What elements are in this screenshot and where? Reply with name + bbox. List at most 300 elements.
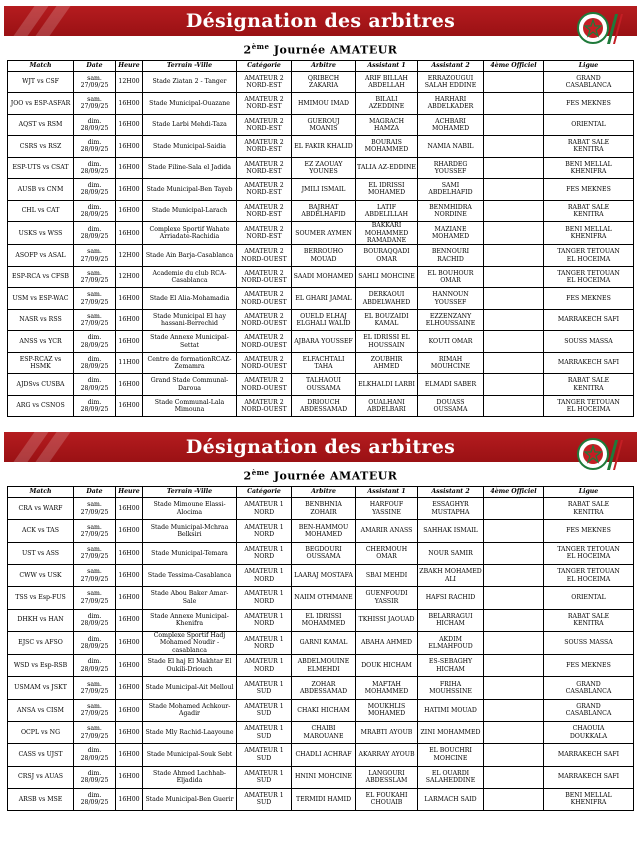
cell-assistant-2: ACHBARI MOHAMED	[418, 114, 484, 136]
cell-time: 12H00	[116, 266, 143, 288]
cell-time: 16H00	[116, 309, 143, 331]
cell-fourth-official	[484, 71, 544, 93]
cell-category: AMATEUR 2 NORD-EST	[237, 71, 292, 93]
cell-venue: Stade Ain Barja-Casablanca	[143, 245, 237, 267]
cell-category: AMATEUR 1 SUD	[237, 677, 292, 699]
cell-assistant-2: BENNOURI RACHID	[418, 245, 484, 267]
header-category: Catégorie	[237, 487, 292, 498]
cell-category: AMATEUR 2 NORD-EST	[237, 157, 292, 179]
banner-title: Désignation des arbitres	[185, 436, 456, 459]
cell-category: AMATEUR 2 NORD-OUEST	[237, 245, 292, 267]
cell-category: AMATEUR 2 NORD-OUEST	[237, 309, 292, 331]
cell-time: 16H00	[116, 114, 143, 136]
cell-match: CHL vs CAT	[8, 200, 74, 222]
cell-league: RABAT SALE KENITRA	[544, 609, 634, 631]
header-category: Catégorie	[237, 60, 292, 71]
cell-time: 16H00	[116, 222, 143, 245]
cell-assistant-2: KOUTI OMAR	[418, 331, 484, 353]
cell-venue: Stade Municipal-Saidia	[143, 136, 237, 158]
cell-assistant-2: BELARRAGUI HICHAM	[418, 609, 484, 631]
cell-category: AMATEUR 1 NORD	[237, 631, 292, 654]
cell-venue: Stade Filine-Sala el Jadida	[143, 157, 237, 179]
cell-category: AMATEUR 1 NORD	[237, 655, 292, 677]
cell-date: dim. 28/09/25	[74, 766, 116, 788]
cell-match: ACK vs TAS	[8, 520, 74, 542]
cell-date: sam. 27/09/25	[74, 564, 116, 586]
cell-league: FES MEKNES	[544, 655, 634, 677]
designation-table	[7, 486, 634, 811]
cell-fourth-official	[484, 331, 544, 353]
cell-time: 12H00	[116, 71, 143, 93]
journee-sup: ème	[251, 468, 270, 478]
section-gap	[0, 417, 641, 432]
cell-category: AMATEUR 1 NORD	[237, 564, 292, 586]
cell-match: ESP-UTS vs CSAT	[8, 157, 74, 179]
table-row	[8, 309, 634, 331]
cell-assistant-2: ZINI MOHAMMED	[418, 721, 484, 743]
cell-referee: EZ ZAOUAY YOUNES	[292, 157, 356, 179]
cell-venue: Stade Abou Baker Amar-Sale	[143, 587, 237, 609]
cell-date: dim. 28/09/25	[74, 631, 116, 654]
cell-assistant-2: MAZIANE MOHAMED	[418, 222, 484, 245]
cell-match: CWW vs USK	[8, 564, 74, 586]
cell-league: TANGER TETOUAN EL HOCEIMA	[544, 395, 634, 417]
cell-category: AMATEUR 1 NORD	[237, 498, 292, 520]
cell-fourth-official	[484, 721, 544, 743]
cell-fourth-official	[484, 245, 544, 267]
cell-venue: Stade Municipal-Ouazane	[143, 93, 237, 115]
cell-date: dim. 28/09/25	[74, 331, 116, 353]
cell-assistant-2: NOUR SAMIR	[418, 542, 484, 564]
header-match: Match	[8, 487, 74, 498]
cell-referee: ABDELMOUINE ELMEHDI	[292, 655, 356, 677]
cell-fourth-official	[484, 699, 544, 721]
cell-venue: Stade Municipal-Ben Tayeb	[143, 179, 237, 201]
cell-referee: AJBARA YOUSSEF	[292, 331, 356, 353]
cell-league: BENI MELLAL KHENIFRA	[544, 222, 634, 245]
table-row	[8, 766, 634, 788]
cell-date: sam. 27/09/25	[74, 498, 116, 520]
cell-date: sam. 27/09/25	[74, 542, 116, 564]
cell-date: dim. 28/09/25	[74, 788, 116, 810]
cell-match: WJT vs CSF	[8, 71, 74, 93]
cell-match: DHKH vs HAN	[8, 609, 74, 631]
table-row	[8, 498, 634, 520]
cell-category: AMATEUR 2 NORD-EST	[237, 114, 292, 136]
cell-league: ORIENTAL	[544, 114, 634, 136]
section-amateur-1	[0, 432, 641, 811]
cell-fourth-official	[484, 395, 544, 417]
cell-referee: SAADI MOHAMED	[292, 266, 356, 288]
cell-time: 16H00	[116, 788, 143, 810]
cell-league: RABAT SALE KENITRA	[544, 498, 634, 520]
cell-league: FES MEKNES	[544, 179, 634, 201]
cell-league: TANGER TETOUAN EL HOCEIMA	[544, 564, 634, 586]
cell-date: sam. 27/09/25	[74, 520, 116, 542]
cell-assistant-1: TALIA AZ-EDDINE	[356, 157, 418, 179]
cell-assistant-1: MAFTAH MOHAMMED	[356, 677, 418, 699]
cell-league: TANGER TETOUAN EL HOCEIMA	[544, 542, 634, 564]
cell-date: sam. 27/09/25	[74, 699, 116, 721]
cell-fourth-official	[484, 114, 544, 136]
cell-time: 16H00	[116, 677, 143, 699]
cell-assistant-1: EL FOUKAHI CHOUAIB	[356, 788, 418, 810]
cell-assistant-1: EL IDRISSI MOHAMED	[356, 179, 418, 201]
cell-referee: ELFACHTALI TAHA	[292, 352, 356, 374]
cell-date: dim. 28/09/25	[74, 374, 116, 396]
table-row	[8, 93, 634, 115]
cell-league: RABAT SALE KENITRA	[544, 200, 634, 222]
cell-assistant-2: EZZENZANY ELHOUSSAINE	[418, 309, 484, 331]
cell-time: 16H00	[116, 699, 143, 721]
cell-assistant-2: ES-SEBAGHY HICHAM	[418, 655, 484, 677]
cell-referee: SOUMER AYMEN	[292, 222, 356, 245]
cell-fourth-official	[484, 93, 544, 115]
table-row	[8, 631, 634, 654]
cell-assistant-1: SBAI MEHDI	[356, 564, 418, 586]
cell-assistant-2: EL OUARDI SALAHEDDINE	[418, 766, 484, 788]
cell-time: 16H00	[116, 631, 143, 654]
table-row	[8, 288, 634, 310]
cell-league: TANGER TETOUAN EL HOCEIMA	[544, 266, 634, 288]
header-assistant-1: Assistant 1	[356, 487, 418, 498]
cell-assistant-1: TKHISSI JAOUAD	[356, 609, 418, 631]
header-fourth-official: 4ème Officiel	[484, 487, 544, 498]
cell-fourth-official	[484, 352, 544, 374]
cell-date: dim. 28/09/25	[74, 179, 116, 201]
cell-fourth-official	[484, 655, 544, 677]
cell-time: 16H00	[116, 200, 143, 222]
cell-fourth-official	[484, 309, 544, 331]
cell-category: AMATEUR 1 NORD	[237, 587, 292, 609]
cell-category: AMATEUR 1 NORD	[237, 609, 292, 631]
cell-referee: NAIIM OTHMANE	[292, 587, 356, 609]
cell-date: dim. 28/09/25	[74, 395, 116, 417]
cell-match: TSS vs Esp-FUS	[8, 587, 74, 609]
cell-referee: CHAKI HICHAM	[292, 699, 356, 721]
cell-date: sam. 27/09/25	[74, 71, 116, 93]
cell-referee: BAJRHAT ABDELHAFID	[292, 200, 356, 222]
cell-time: 16H00	[116, 93, 143, 115]
cell-category: AMATEUR 2 NORD-EST	[237, 222, 292, 245]
table-row	[8, 395, 634, 417]
cell-assistant-1: BOURAQQADI OMAR	[356, 245, 418, 267]
cell-match: AJDSvs CUSBA	[8, 374, 74, 396]
cell-time: 16H00	[116, 498, 143, 520]
cell-venue: Stade Mly Rachid-Laayoune	[143, 721, 237, 743]
cell-referee: ZOHAR ABDESSAMAD	[292, 677, 356, 699]
cell-time: 16H00	[116, 744, 143, 766]
cell-match: ARG vs CSNOS	[8, 395, 74, 417]
cell-venue: Stade Municipal El hay hassani-Berrechid	[143, 309, 237, 331]
cell-category: AMATEUR 1 SUD	[237, 699, 292, 721]
cell-venue: Stade Municipal-Mchraa Belksiri	[143, 520, 237, 542]
cell-match: USKS vs WSS	[8, 222, 74, 245]
table-row	[8, 266, 634, 288]
cell-time: 16H00	[116, 288, 143, 310]
cell-venue: Stade Tessima-Casablanca	[143, 564, 237, 586]
table-header-row	[8, 487, 634, 498]
cell-time: 16H00	[116, 395, 143, 417]
cell-assistant-1: OUALHANI ABDELBARI	[356, 395, 418, 417]
cell-assistant-2: HARHARI ABDELKADER	[418, 93, 484, 115]
cell-league: MARRAKECH SAFI	[544, 309, 634, 331]
cell-venue: Stade Larbi Mehdi-Taza	[143, 114, 237, 136]
cell-referee: CHADLI ACHRAF	[292, 744, 356, 766]
cell-assistant-2: ESSAGHYR MUSTAPHA	[418, 498, 484, 520]
cell-match: CSRS vs RSZ	[8, 136, 74, 158]
table-row	[8, 655, 634, 677]
cell-assistant-1: BOURAIS MOHAMMED	[356, 136, 418, 158]
cell-date: dim. 28/09/25	[74, 114, 116, 136]
journee-subtitle	[0, 468, 641, 483]
journee-label: Journée AMATEUR	[269, 470, 398, 484]
cell-time: 16H00	[116, 179, 143, 201]
cell-league: GRAND CASABLANCA	[544, 677, 634, 699]
cell-match: USM vs ESP-WAC	[8, 288, 74, 310]
cell-fourth-official	[484, 136, 544, 158]
cell-assistant-2: FRIHA MOUHSSINE	[418, 677, 484, 699]
table-header-row	[8, 60, 634, 71]
cell-venue: Centre de formationRCAZ- Zemamra	[143, 352, 237, 374]
journee-number: 2	[243, 470, 252, 484]
cell-venue: Complexe Sportif Wahate Arriadate-Rachidia	[143, 222, 237, 245]
cell-fourth-official	[484, 288, 544, 310]
cell-league: GRAND CASABLANCA	[544, 699, 634, 721]
cell-league: TANGER TETOUAN EL HOCEIMA	[544, 245, 634, 267]
cell-category: AMATEUR 2 NORD-EST	[237, 179, 292, 201]
cell-league: FES MEKNES	[544, 93, 634, 115]
cell-referee: GUEROUJ MOANIS	[292, 114, 356, 136]
cell-assistant-1: CHERMOUH OMAR	[356, 542, 418, 564]
cell-venue: Stade Annexe Municipal- Khenifra	[143, 609, 237, 631]
cell-referee: TERMIDI HAMID	[292, 788, 356, 810]
cell-referee: BEN-HAMMOU MOHAMED	[292, 520, 356, 542]
header-fourth-official: 4ème Officiel	[484, 60, 544, 71]
cell-category: AMATEUR 1 SUD	[237, 744, 292, 766]
cell-assistant-2: EL BOUHOUR OMAR	[418, 266, 484, 288]
cell-fourth-official	[484, 587, 544, 609]
cell-time: 16H00	[116, 766, 143, 788]
cell-league: CHAOUIA DOUKKALA	[544, 721, 634, 743]
table-row	[8, 71, 634, 93]
cell-referee: OUELD ELHAJ ELGHALI WALID	[292, 309, 356, 331]
cell-referee: TALHAOUI OUSSAMA	[292, 374, 356, 396]
cell-referee: GARNI KAMAL	[292, 631, 356, 654]
frmf-emblem-icon	[577, 434, 623, 474]
cell-league: FES MEKNES	[544, 288, 634, 310]
cell-fourth-official	[484, 677, 544, 699]
cell-fourth-official	[484, 498, 544, 520]
table-row	[8, 788, 634, 810]
cell-fourth-official	[484, 157, 544, 179]
cell-venue: Stade El Alia-Mohamadia	[143, 288, 237, 310]
cell-referee: BENBHNIA ZOHAIR	[292, 498, 356, 520]
table-row	[8, 721, 634, 743]
cell-fourth-official	[484, 564, 544, 586]
cell-match: ANSS vs YCR	[8, 331, 74, 353]
cell-assistant-2: ELMADI SABER	[418, 374, 484, 396]
cell-assistant-2: LARMACH SAID	[418, 788, 484, 810]
cell-date: dim. 28/09/25	[74, 200, 116, 222]
banner-title: Désignation des arbitres	[185, 10, 456, 32]
cell-league: MARRAKECH SAFI	[544, 744, 634, 766]
cell-assistant-1: DERKAOUI ABDELWAHED	[356, 288, 418, 310]
cell-fourth-official	[484, 542, 544, 564]
cell-date: sam. 27/09/25	[74, 677, 116, 699]
cell-league: BENI MELLAL KHENIFRA	[544, 157, 634, 179]
journee-sup: ème	[251, 42, 270, 51]
cell-time: 16H00	[116, 721, 143, 743]
frmf-emblem-icon	[577, 8, 623, 48]
cell-assistant-2: SAHHAK ISMAIL	[418, 520, 484, 542]
cell-referee: DRIOUCH ABDESSAMAD	[292, 395, 356, 417]
cell-assistant-2: AKDIM ELMAHFOUD	[418, 631, 484, 654]
cell-assistant-2: EL BOUCHRI MOHCINE	[418, 744, 484, 766]
cell-fourth-official	[484, 744, 544, 766]
table-row	[8, 677, 634, 699]
cell-referee: LAARAJ MOSTAFA	[292, 564, 356, 586]
cell-assistant-1: AMARIR ANASS	[356, 520, 418, 542]
cell-category: AMATEUR 2 NORD-OUEST	[237, 395, 292, 417]
table-row	[8, 587, 634, 609]
cell-league: MARRAKECH SAFI	[544, 766, 634, 788]
cell-match: ESP-RCA vs CFSB	[8, 266, 74, 288]
cell-date: sam. 27/09/25	[74, 93, 116, 115]
cell-date: sam. 27/09/25	[74, 721, 116, 743]
cell-time: 16H00	[116, 136, 143, 158]
cell-league: GRAND CASABLANCA	[544, 71, 634, 93]
cell-time: 16H00	[116, 655, 143, 677]
cell-category: AMATEUR 2 NORD-OUEST	[237, 374, 292, 396]
header-league: Ligue	[544, 487, 634, 498]
cell-match: OCPL vs NG	[8, 721, 74, 743]
cell-category: AMATEUR 1 SUD	[237, 721, 292, 743]
cell-venue: Grand Stade Communal- Daroua	[143, 374, 237, 396]
cell-time: 16H00	[116, 564, 143, 586]
cell-fourth-official	[484, 222, 544, 245]
cell-assistant-1: EL IDRISSI EL HOUSSAIN	[356, 331, 418, 353]
cell-assistant-2: RIMAH MOUHCINE	[418, 352, 484, 374]
cell-referee: CHAIBI MAROUANE	[292, 721, 356, 743]
section-amateur-2	[0, 6, 641, 417]
cell-fourth-official	[484, 374, 544, 396]
cell-category: AMATEUR 2 NORD-EST	[237, 93, 292, 115]
cell-date: sam. 27/09/25	[74, 245, 116, 267]
cell-date: dim. 28/09/25	[74, 157, 116, 179]
journee-label: Journée AMATEUR	[269, 43, 398, 57]
cell-fourth-official	[484, 766, 544, 788]
header-referee: Arbitre	[292, 487, 356, 498]
table-row	[8, 157, 634, 179]
cell-category: AMATEUR 1 NORD	[237, 520, 292, 542]
cell-assistant-1: ARIF BILLAH ABDELLAH	[356, 71, 418, 93]
cell-assistant-2: RHARDEG YOUSSEF	[418, 157, 484, 179]
cell-time: 16H00	[116, 157, 143, 179]
cell-assistant-2: ZBAKH MOHAMED ALI	[418, 564, 484, 586]
cell-match: AUSB vs CNM	[8, 179, 74, 201]
cell-category: AMATEUR 2 NORD-OUEST	[237, 266, 292, 288]
journee-subtitle	[0, 42, 641, 57]
header-league: Ligue	[544, 60, 634, 71]
cell-assistant-1: HARFOUF YASSINE	[356, 498, 418, 520]
table-row	[8, 699, 634, 721]
cell-match: ESP-RCAZ vs HSMK	[8, 352, 74, 374]
cell-fourth-official	[484, 200, 544, 222]
cell-venue: Stade Mimoune Elassi- Alocima	[143, 498, 237, 520]
cell-time: 16H00	[116, 374, 143, 396]
cell-match: NASR vs RSS	[8, 309, 74, 331]
table-row	[8, 136, 634, 158]
cell-fourth-official	[484, 631, 544, 654]
cell-venue: Stade Mohamed Achkour- Agadir	[143, 699, 237, 721]
cell-date: dim. 28/09/25	[74, 609, 116, 631]
cell-assistant-1: ELKHALDI LARBI	[356, 374, 418, 396]
cell-league: ORIENTAL	[544, 587, 634, 609]
cell-fourth-official	[484, 609, 544, 631]
cell-venue: Complexe Sportif Hadj Mohamed Noudir - casablanca	[143, 631, 237, 654]
cell-venue: Stade Municipal-Ait Melloul	[143, 677, 237, 699]
cell-category: AMATEUR 1 SUD	[237, 766, 292, 788]
cell-category: AMATEUR 2 NORD-OUEST	[237, 352, 292, 374]
cell-date: sam. 27/09/25	[74, 288, 116, 310]
cell-match: USMAM vs JSKT	[8, 677, 74, 699]
cell-category: AMATEUR 2 NORD-EST	[237, 136, 292, 158]
header-time: Heure	[116, 60, 143, 71]
cell-fourth-official	[484, 179, 544, 201]
cell-referee: BERROUHO MOUAD	[292, 245, 356, 267]
cell-venue: Stade Municipal-Souk Sebt	[143, 744, 237, 766]
cell-assistant-2: BENMHIDRA NORDINE	[418, 200, 484, 222]
cell-time: 12H00	[116, 245, 143, 267]
cell-time: 16H00	[116, 542, 143, 564]
cell-date: dim. 28/09/25	[74, 352, 116, 374]
cell-match: ANSA vs CISM	[8, 699, 74, 721]
cell-venue: Stade Municipal-Ben Guerir	[143, 788, 237, 810]
cell-assistant-1: MAGRACH HAMZA	[356, 114, 418, 136]
header-venue: Terrain -Ville	[143, 60, 237, 71]
header-time: Heure	[116, 487, 143, 498]
cell-category: AMATEUR 2 NORD-OUEST	[237, 288, 292, 310]
cell-match: EJSC vs AFSO	[8, 631, 74, 654]
cell-referee: EL IDRISSI MOHAMMED	[292, 609, 356, 631]
cell-date: dim. 28/09/25	[74, 655, 116, 677]
cell-assistant-1: BAKKARI MOHAMMED RAMADANE	[356, 222, 418, 245]
cell-assistant-2: HANNOUN YOUSSEF	[418, 288, 484, 310]
cell-category: AMATEUR 2 NORD-EST	[237, 200, 292, 222]
cell-referee: JMILI ISMAIL	[292, 179, 356, 201]
cell-date: sam. 27/09/25	[74, 587, 116, 609]
cell-referee: QRIBECH ZAKARIA	[292, 71, 356, 93]
cell-assistant-2: NAMIA NABIL	[418, 136, 484, 158]
cell-date: dim. 28/09/25	[74, 744, 116, 766]
cell-venue: Stade Ahmed Lachhab- Eljadida	[143, 766, 237, 788]
cell-assistant-2: HAFSI RACHID	[418, 587, 484, 609]
cell-assistant-1: LATIF ABDELILLAH	[356, 200, 418, 222]
header-assistant-2: Assistant 2	[418, 487, 484, 498]
cell-time: 11H00	[116, 352, 143, 374]
cell-assistant-1: MOUKHLIS MOHAMED	[356, 699, 418, 721]
cell-league: SOUSS MASSA	[544, 331, 634, 353]
cell-assistant-1: MRABTI AYOUB	[356, 721, 418, 743]
cell-league: FES MEKNES	[544, 520, 634, 542]
cell-match: CASS vs UJST	[8, 744, 74, 766]
cell-assistant-1: ABAHA AHMED	[356, 631, 418, 654]
table-row	[8, 245, 634, 267]
cell-date: sam. 27/09/25	[74, 309, 116, 331]
cell-category: AMATEUR 2 NORD-OUEST	[237, 331, 292, 353]
cell-assistant-1: BILALI AZEDDINE	[356, 93, 418, 115]
